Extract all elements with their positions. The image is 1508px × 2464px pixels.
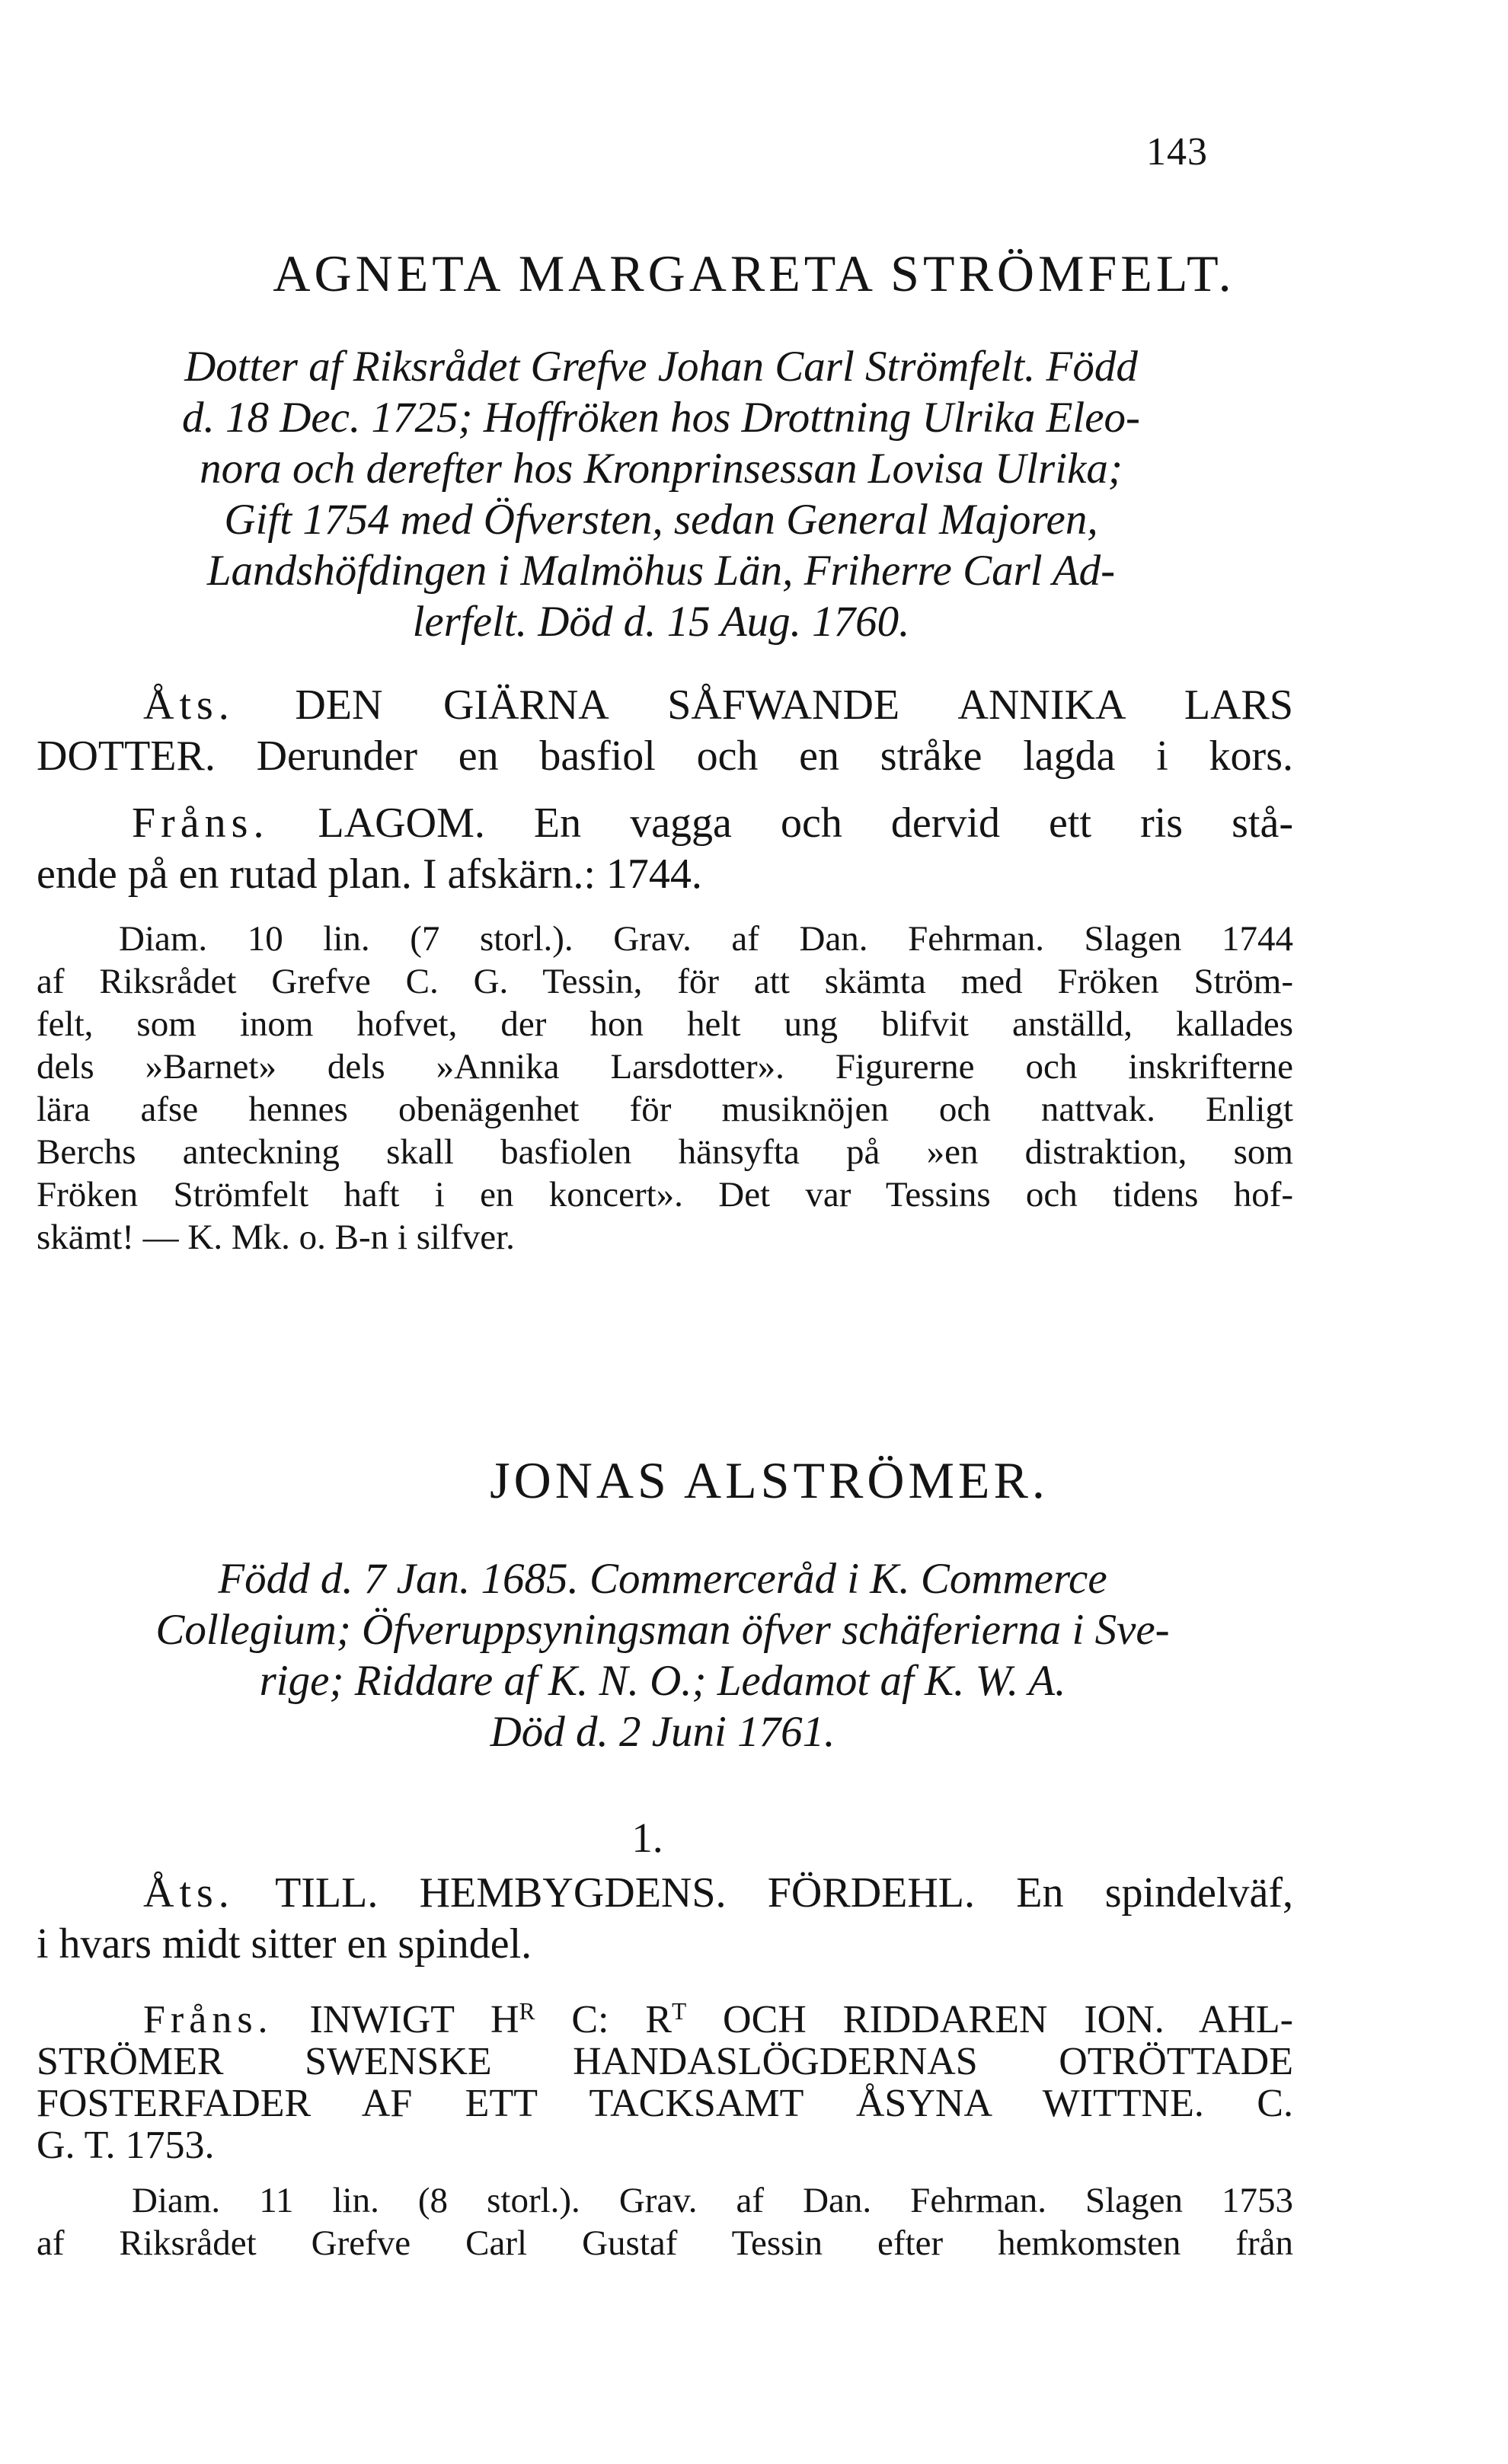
notes-line: af Riksrådet Grefve C. G. Tessin, för att skämta med Fröken Ström- <box>37 962 1293 1001</box>
reverse-line: FOSTERFADER AF ETT TACKSAMT ÅSYNA WITTNE. C. <box>37 2082 1293 2126</box>
biography-line: rige; Riddare af K. N. O.; Ledamot af K. W. A. <box>259 1657 1066 1705</box>
reverse-line: Fråns. INWIGT $H^R$ C: $R^T$ OCH RIDDAREN ION. AHL- <box>143 1998 1293 2042</box>
reverse-line: Fråns. LAGOM. En vagga och dervid ett ris stå- <box>132 800 1293 847</box>
biography-line: nora och derefter hos Kronprinsessan Lovisa Ulrika; <box>200 445 1123 493</box>
reverse-description-stromfelt <box>37 798 1293 900</box>
biography-line: Collegium; Öfveruppsyningsman öfver schäferierna i Sve- <box>155 1606 1170 1654</box>
biography-alstromer <box>84 1553 1241 1757</box>
notes-line: Berchs anteckning skall basfiolen hänsyfta på »en distraktion, som <box>37 1132 1293 1172</box>
notes-line: Diam. 10 lin. (7 storl.). Grav. af Dan. Fehrman. Slagen 1744 <box>119 919 1293 959</box>
biography-line: Gift 1754 med Öfversten, sedan General Majoren, <box>224 496 1098 544</box>
medal-number: 1. <box>631 1814 663 1861</box>
obverse-line: DOTTER. Derunder en basfiol och en stråke lagda i kors. <box>37 732 1293 780</box>
obverse-description-stromfelt <box>37 680 1293 782</box>
obverse-label: Åts. <box>143 681 235 729</box>
obverse-line: Åts. DEN GIÄRNA SÅFWANDE ANNIKA LARS <box>143 681 1294 729</box>
biography-line: Landshöfdingen i Malmöhus Län, Friherre Carl Ad- <box>206 547 1116 595</box>
notes-stromfelt <box>37 918 1293 1259</box>
notes-line: felt, som inom hofvet, der hon helt ung blifvit anställd, kallades <box>37 1004 1293 1044</box>
notes-line: lära afse hennes obenägenhet för musiknöjen och nattvak. Enligt <box>37 1090 1293 1129</box>
reverse-line: ende på en rutad plan. I afskärn.: 1744. <box>37 851 702 898</box>
biography-stromfelt <box>82 341 1240 647</box>
reverse-label: Fråns. <box>132 800 270 847</box>
biography-line: Död d. 2 Juni 1761. <box>490 1708 835 1756</box>
reverse-line: STRÖMER SWENSKE HANDASLÖGDERNAS OTRÖTTADE <box>37 2040 1293 2084</box>
section-title-alstromer: JONAS ALSTRÖMER. <box>490 1451 1049 1509</box>
section-title-stromfelt: AGNETA MARGARETA STRÖMFELT. <box>273 244 1235 302</box>
notes-alstromer <box>37 2179 1293 2265</box>
page-number: 143 <box>1146 130 1208 174</box>
notes-line: Fröken Strömfelt haft i en koncert». Det var Tessins och tidens hof- <box>37 1175 1293 1214</box>
biography-line: d. 18 Dec. 1725; Hoffröken hos Drottning Ulrika Eleo- <box>181 394 1141 442</box>
obverse-description-alstromer <box>37 1868 1293 1970</box>
reverse-description-alstromer <box>37 1990 1293 2166</box>
notes-line: af Riksrådet Grefve Carl Gustaf Tessin efter hemkomsten från <box>37 2223 1293 2263</box>
biography-line: Dotter af Riksrådet Grefve Johan Carl Strömfelt. Född <box>184 343 1138 391</box>
reverse-label: Fråns. <box>143 1998 273 2042</box>
obverse-line: i hvars midt sitter en spindel. <box>37 1920 532 1968</box>
notes-line: Diam. 11 lin. (8 storl.). Grav. af Dan. Fehrman. Slagen 1753 <box>132 2181 1293 2220</box>
obverse-label: Åts. <box>143 1869 235 1917</box>
reverse-line: G. T. 1753. <box>37 2124 215 2168</box>
notes-line: skämt! — K. Mk. o. B-n i silfver. <box>37 1218 515 1257</box>
notes-line: dels »Barnet» dels »Annika Larsdotter». Figurerne och inskrifterne <box>37 1047 1293 1087</box>
biography-line: lerfelt. Död d. 15 Aug. 1760. <box>412 598 910 646</box>
biography-line: Född d. 7 Jan. 1685. Commerceråd i K. Commerce <box>218 1555 1107 1603</box>
obverse-line: Åts. TILL. HEMBYGDENS. FÖRDEHL. En spindelväf, <box>143 1869 1294 1917</box>
